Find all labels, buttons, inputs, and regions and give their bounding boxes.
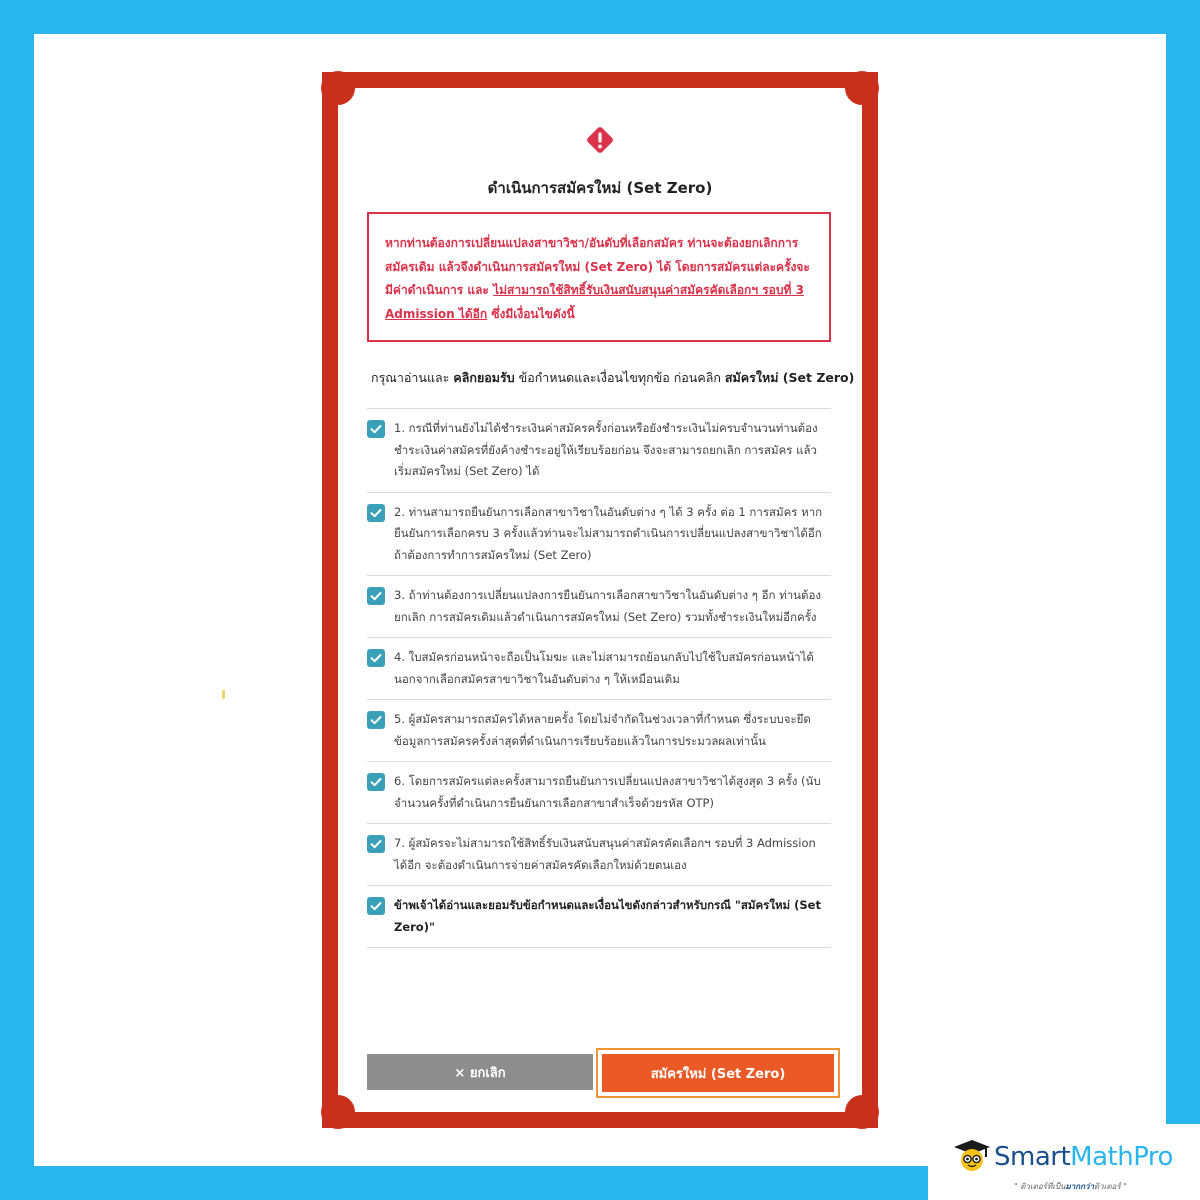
condition-text: 4. ใบสมัครก่อนหน้าจะถือเป็นโมฆะ และไม่สามารถย้อนกลับไปใช้ใบสมัครก่อนหน้าได้ นอกจากเลือกสมัครสาขาวิชาในอันดับต่าง ๆ ให้เหมือนเดิม [394,650,814,686]
condition-checkbox[interactable] [367,504,385,522]
condition-checkbox[interactable] [367,649,385,667]
notice-text-end: ซึ่งมีเงื่อนไขดังนี้ [487,306,575,321]
brand-tagline [1014,1180,1127,1193]
conditions-list [367,408,831,948]
cancel-button[interactable]: × ยกเลิก [367,1054,593,1090]
dialog-title: ดำเนินการสมัครใหม่ (Set Zero) [487,179,713,197]
check-icon [367,649,385,667]
check-icon [367,897,385,915]
condition-checkbox[interactable] [367,835,385,853]
frame-corner [845,71,879,105]
tagline-part: ติวเตอร์ " [1093,1182,1127,1191]
notice-text: หากท่านต้องการเปลี่ยนแปลงสาขาวิชา/อันดับที่เลือกสมัคร ท่านจะต้องยกเลิกการสมัครเดิม แล้วจึงดำเนินการสมัครใหม่ (Set Zero) ได้ โดยการสมัครแต่ละครั้งจะมีค่าดำเนินการ และ [385,236,810,297]
brand-name [994,1142,1173,1172]
acceptance-checkbox[interactable] [367,897,385,915]
condition-item [367,824,831,886]
condition-checkbox[interactable] [367,711,385,729]
condition-item [367,762,831,824]
brand-badge [928,1124,1200,1200]
tagline-highlight: มากกว่า [1065,1182,1094,1191]
cursor-mark [222,690,225,699]
check-icon [367,835,385,853]
condition-checkbox[interactable] [367,420,385,438]
warning-icon [584,124,616,156]
check-icon [367,773,385,791]
condition-item [367,409,831,493]
instruction-bold: สมัครใหม่ (Set Zero) [724,370,855,385]
tagline-part: " ติวเตอร์ที่เป็น [1014,1182,1066,1191]
graduate-mascot-icon [952,1138,992,1172]
check-icon [367,587,385,605]
dialog-frame [322,72,878,1128]
acceptance-text: ข้าพเจ้าได้อ่านและยอมรับข้อกำหนดและเงื่อนไขดังกล่าวสำหรับกรณี "สมัครใหม่ (Set Zero)" [394,898,821,934]
frame-corner [321,71,355,105]
warning-notice [367,212,831,342]
frame-corner [845,1095,879,1129]
condition-item [367,700,831,762]
condition-text: 3. ถ้าท่านต้องการเปลี่ยนแปลงการยืนยันการเลือกสาขาวิชาในอันดับต่าง ๆ อีก ท่านต้องยกเลิก การสมัครเดิมแล้วดำเนินการสมัครใหม่ (Set Zero) รวมทั้งชำระเงินใหม่อีกครั้ง [394,588,821,624]
set-zero-button-label: สมัครใหม่ (Set Zero) [602,1054,834,1092]
notice-underlined-text: ไม่สามารถใช้สิทธิ์รับเงินสนับสนุนค่าสมัครคัดเลือกฯ รอบที่ 3 Admission ได้อีก [385,283,804,321]
brand-name-part: MathPro [1070,1142,1173,1172]
instruction-text [371,368,855,388]
check-icon [367,420,385,438]
condition-text: 5. ผู้สมัครสามารถสมัครได้หลายครั้ง โดยไม่จำกัดในช่วงเวลาที่กำหนด ซึ่งระบบจะยึดข้อมูลการสมัครครั้งล่าสุดที่ดำเนินการเรียบร้อยแล้วในการประมวลผลเท่านั้น [394,712,811,748]
frame-corner [321,1095,355,1129]
instruction-part: ข้อกำหนดและเงื่อนไขทุกข้อ ก่อนคลิก [514,370,725,385]
brand-name-part: Smart [994,1142,1071,1172]
condition-item [367,638,831,700]
acceptance-item [367,886,831,948]
condition-item [367,576,831,638]
condition-text: 1. กรณีที่ท่านยังไม่ได้ชำระเงินค่าสมัครครั้งก่อนหรือยังชำระเงินไม่ครบจำนวนท่านต้องชำระเงินค่าสมัครที่ยังค้างชำระอยู่ให้เรียบร้อยก่อน จึงจะสามารถยกเลิก การสมัคร แล้วเริ่มสมัครใหม่ (Set Zero) ได้ [394,421,818,478]
set-zero-button[interactable] [596,1048,840,1098]
check-icon [367,711,385,729]
instruction-bold: คลิกยอมรับ [453,370,515,385]
condition-text: 6. โดยการสมัครแต่ละครั้งสามารถยืนยันการเปลี่ยนแปลงสาขาวิชาได้สูงสุด 3 ครั้ง (นับจำนวนครั้งที่ดำเนินการยืนยันการเลือกสาขาสำเร็จด้วยรหัส OTP) [394,774,821,810]
condition-text: 7. ผู้สมัครจะไม่สามารถใช้สิทธิ์รับเงินสนับสนุนค่าสมัครคัดเลือกฯ รอบที่ 3 Admission ได้อีก จะต้องดำเนินการจ่ายค่าสมัครคัดเลือกใหม่ด้วยตนเอง [394,836,816,872]
condition-checkbox[interactable] [367,773,385,791]
check-icon [367,504,385,522]
condition-text: 2. ท่านสามารถยืนยันการเลือกสาขาวิชาในอันดับต่าง ๆ ได้ 3 ครั้ง ต่อ 1 การสมัคร หากยืนยันการเลือกครบ 3 ครั้งแล้วท่านจะไม่สามารถดำเนินการเปลี่ยนแปลงสาขาวิชาได้อีก ถ้าต้องการทำการสมัครใหม่ (Set Zero) [394,504,823,562]
condition-item [367,493,831,577]
instruction-part: กรุณาอ่านและ [371,370,454,385]
condition-checkbox[interactable] [367,587,385,605]
set-zero-dialog [338,88,862,1112]
